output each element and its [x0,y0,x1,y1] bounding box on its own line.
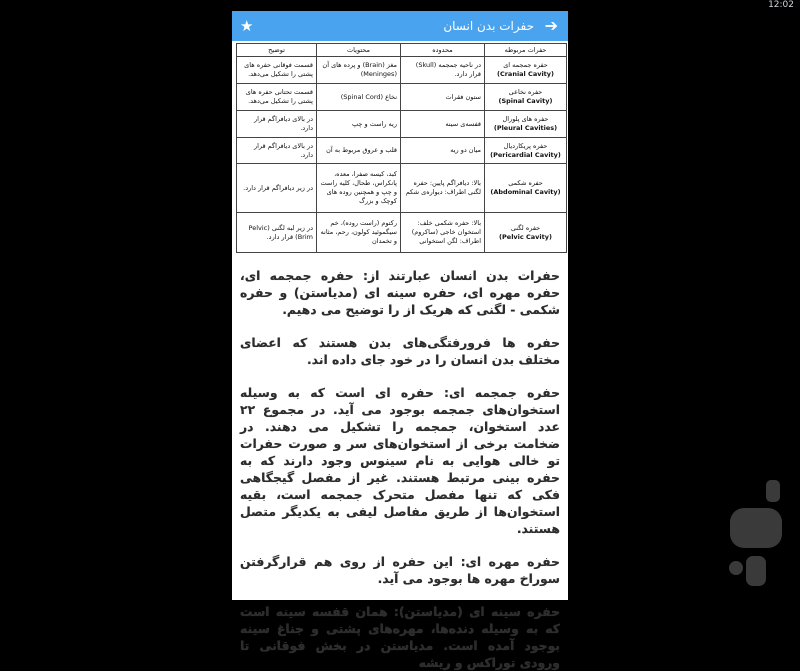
table-header-row [237,44,567,57]
article-body[interactable] [232,263,568,670]
cavity-name-en: (Pericardial Cavity) [490,150,561,159]
cavity-name-fa: حفره نخاعی [508,88,543,97]
article-paragraph: حفره ها فرورفتگی‌های بدن هستند که اعضای مختلف بدن انسان را در خود جای داده اند. [240,335,560,367]
table-cell-cavity [485,164,567,213]
article-paragraph: حفره سینه ای (مدیاستن): همان قفسه سینه است که به وسیله دنده‌ها، مهره‌های پشتی و جناغ سینه بوجود آمده است. مدیاستن در بخش فوقانی تا ورودی توراکس و ریشه [240,604,560,670]
app-bar [232,11,568,41]
table-cell-range: بالا: دیافراگم پایین: حفره لگنی اطراف: دیواره‌ی شکم [401,164,485,213]
cavities-table [236,43,567,253]
table-cell-range: ستون فقرات [401,84,485,111]
table-header-note: توضیح [237,44,317,57]
table-cell-cavity [485,84,567,111]
bazaar-logo-icon [722,478,790,590]
table-cell-cavity [485,111,567,138]
status-clock: 12:02 [768,0,794,10]
table-cell-range: میان دو ریه [401,138,485,164]
table-cell-note: در بالای دیافراگم قرار دارد. [237,111,317,138]
table-cell-contents: رکتوم (راست روده)، خم سیگموئید کولون، رحم، مثانه و تخمدان [317,213,401,253]
cavity-name-en: (Pelvic Cavity) [499,232,552,241]
status-bar [0,0,800,11]
table-cell-range: در ناحیه جمجمه (Skull) قرار دارد. [401,57,485,84]
article-paragraph: حفره مهره ای: این حفره از روی هم قرارگرفتن سوراخ مهره ها بوجود می آید. [240,554,560,586]
app-window [232,11,568,670]
table-header-contents: محتویات [317,44,401,57]
table-cell-contents: کبد، کیسه صفرا، معده، پانکراس، طحال، کلیه راست و چپ و همچنین روده های کوچک و بزرگ [317,164,401,213]
cavity-name-en: (Pleural Cavities) [493,124,558,132]
cavity-name-fa: حفره پریکاردیال [503,141,548,150]
table-row [237,57,567,84]
article-paragraph: حفرات بدن انسان عبارتند از: حفره جمجمه ای، حفره مهره ای، حفره سینه ای (مدیاستن) و حفره شکمی - لگنی که هریک از را توضیح می دهیم. [240,268,560,317]
cavity-name-en: (Abdominal Cavity) [490,188,561,196]
table-header-cavity: حفرات مربوطه [485,44,567,57]
cavity-name-fa: حفره شکمی [508,179,543,188]
table-row [237,84,567,111]
arrow-right-icon[interactable]: ➔ [544,16,558,35]
table-cell-cavity [485,213,567,253]
table-cell-cavity [485,138,567,164]
cavity-name-fa: حفره جمجمه ای [503,61,548,70]
table-cell-note: قسمت تحتانی حفره های پشتی را تشکیل می‌دهد. [237,84,317,111]
table-cell-contents: ریه راست و چپ [317,111,401,138]
table-cell-cavity [485,57,567,84]
star-icon[interactable]: ★ [240,17,254,35]
table-cell-contents: نخاع (Spinal Cord) [317,84,401,111]
table-cell-range: قفسه‌ی سینه [401,111,485,138]
table-cell-contents: مغز (Brain) و پرده های آن (Meninges) [317,57,401,84]
cavity-name-en: (Spinal Cavity) [498,97,553,105]
table-cell-note: در بالای دیافراگم قرار دارد. [237,138,317,164]
article-paragraph: حفره جمجمه ای: حفره ای است که به وسیله استخوان‌های جمجمه بوجود می آید. در مجموع ۲۲ عدد استخوان، جمجمه را تشکیل می دهند. در ضخامت برخی از استخوان‌های سر و صورت حفرات تو خالی هوایی به نام سینوس وجود دارند که به حفره بینی مرتبط هستند. غیر از مفصل گیجگاهی فکی که تنها مفصل متحرک جمجمه است، بقیه استخوان‌ها از طریق مفاصل لیفی به یکدیگر متصل هستند. [240,385,560,536]
table-cell-note: در زیر دیافراگم قرار دارد. [237,164,317,213]
table-row [237,164,567,213]
cavity-name-fa: حفره های پلورال [502,115,549,124]
table-cell-note: قسمت فوقانی حفره های پشتی را تشکیل می‌دهد. [237,57,317,84]
table-row [237,111,567,138]
table-header-range: محدوده [401,44,485,57]
table-row [237,138,567,164]
table-cell-contents: قلب و عروق مربوط به آن [317,138,401,164]
table-cell-note: در زیر لبه لگنی (Pelvic Brim) قرار دارد. [237,213,317,253]
page-title: حفرات بدن انسان [443,19,534,33]
table-cell-range: بالا: حفره شکمی خلف: استخوان خاجی (ساکروم) اطراف: لگن استخوانی [401,213,485,253]
cavity-name-en: (Cranial Cavity) [496,70,554,78]
cavities-table-image [236,43,566,257]
table-row [237,213,567,253]
cavity-name-fa: حفره لگنی [510,223,541,232]
